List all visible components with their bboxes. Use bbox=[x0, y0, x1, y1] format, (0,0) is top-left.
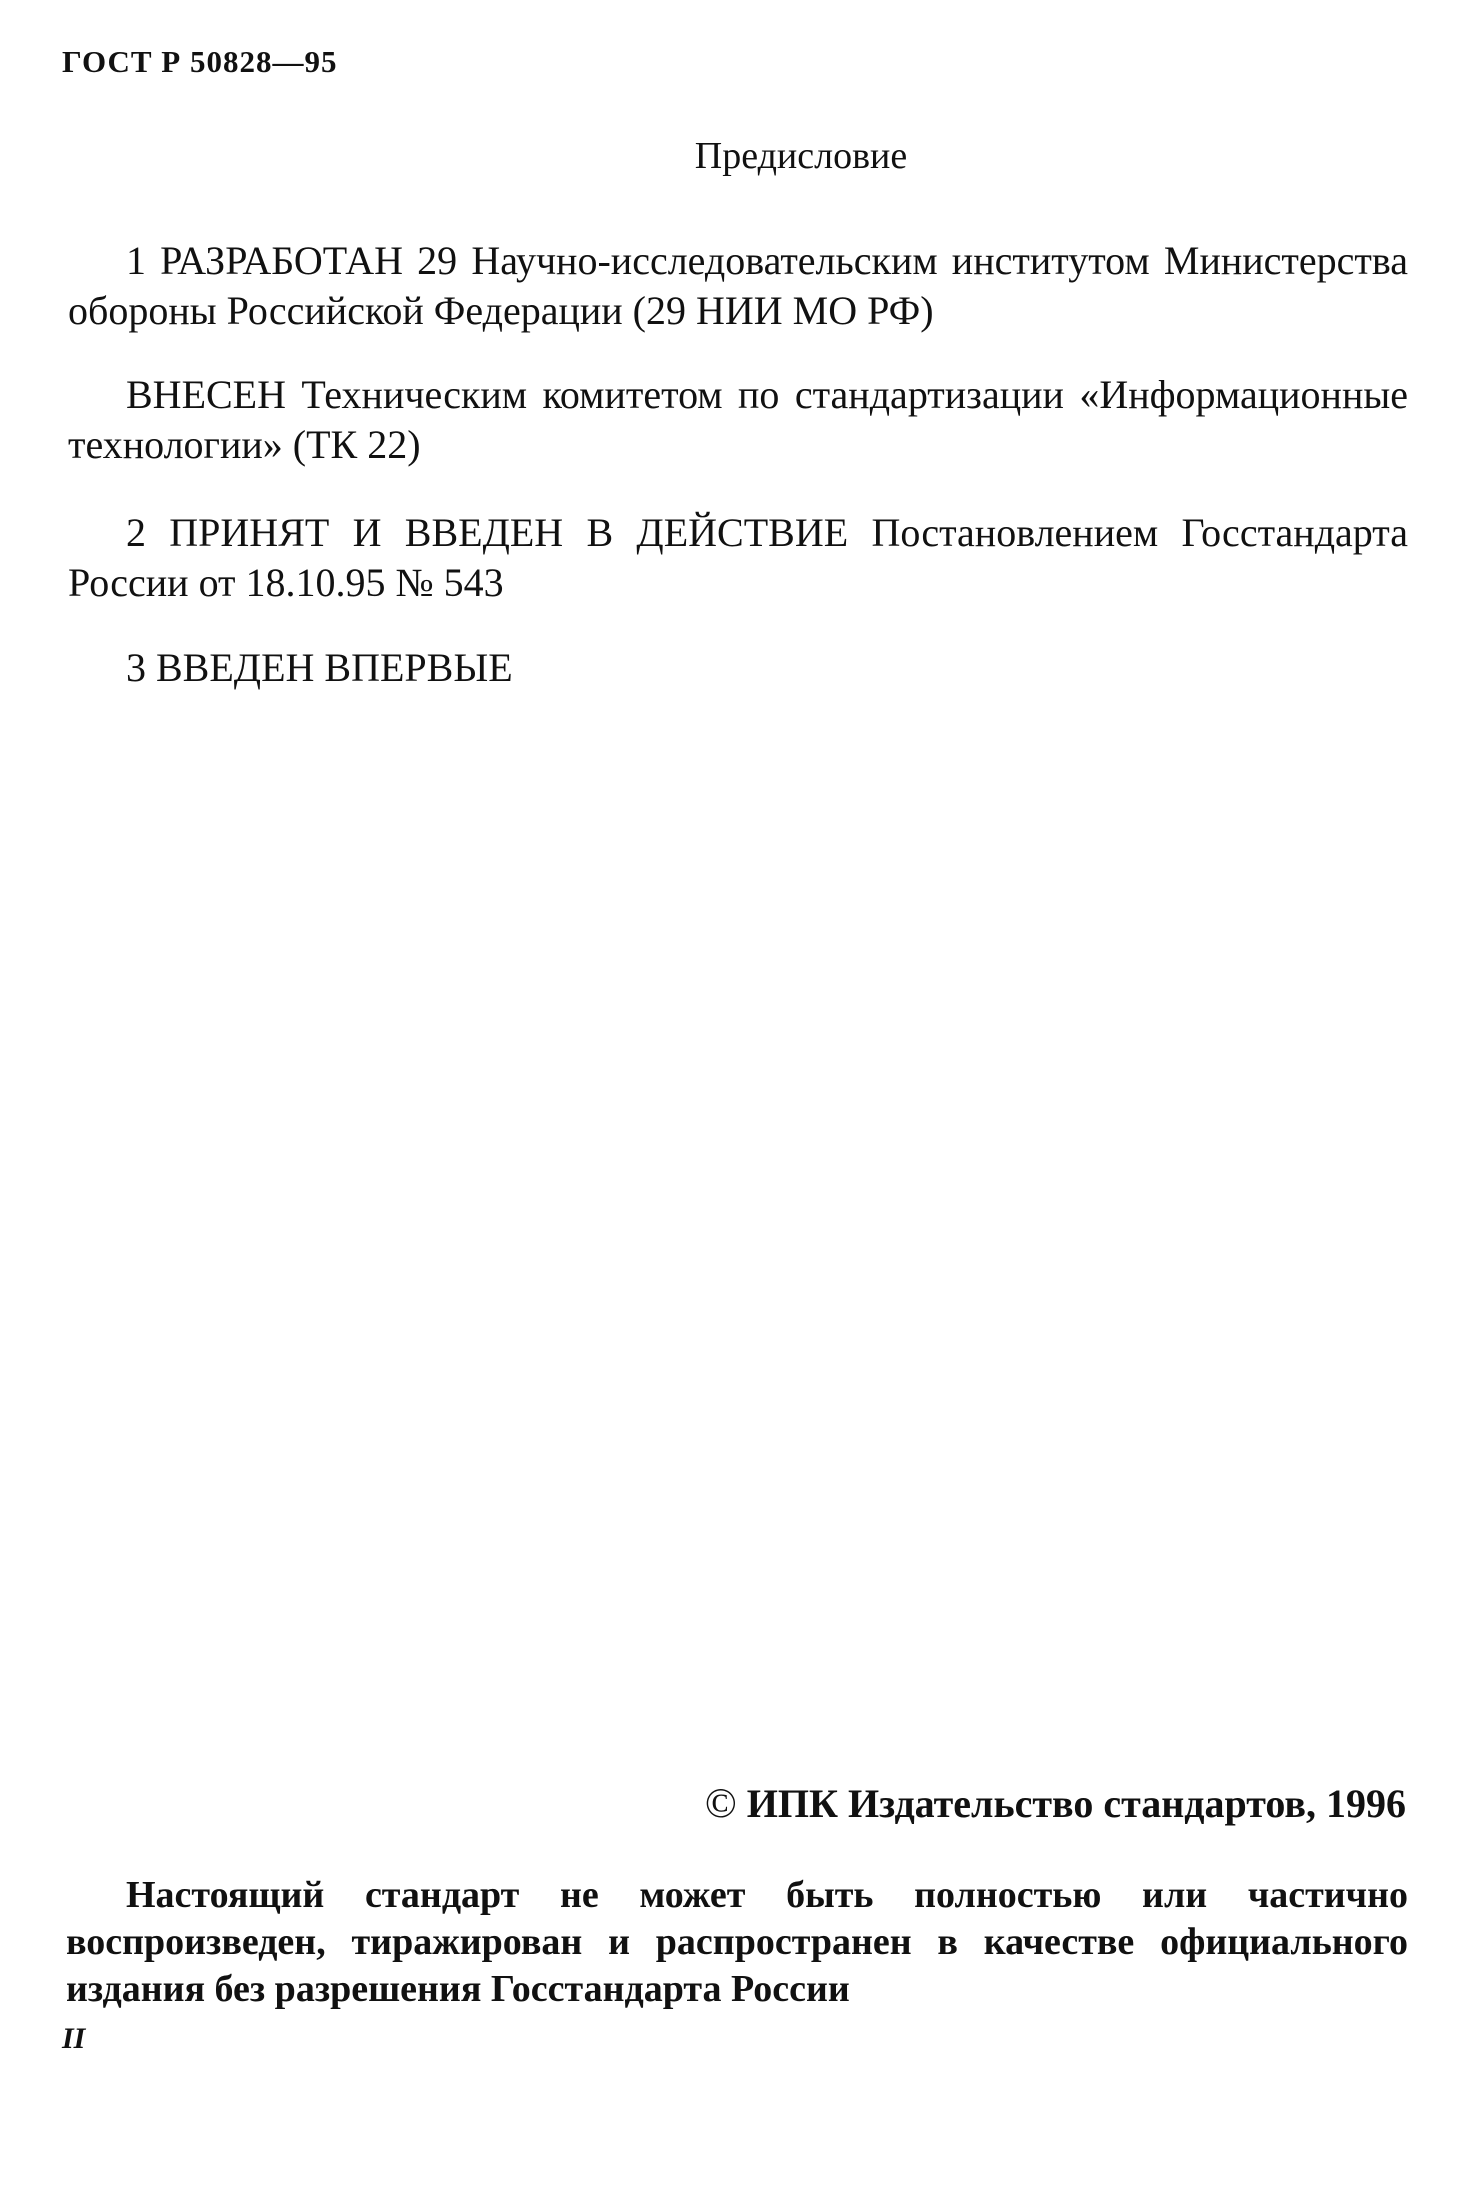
copyright-text: ИПК Издательство стандартов, 1996 bbox=[746, 1781, 1406, 1826]
paragraph-adopted: 2 ПРИНЯТ И ВВЕДЕН В ДЕЙСТВИЕ Постановлением Госстандарта России от 18.10.95 № 543 bbox=[68, 510, 1408, 605]
reproduction-notice: Настоящий стандарт не может быть полностью или частично воспроизведен, тиражирован и распространен в качестве официального издания без разрешения Госстандарта России bbox=[66, 1874, 1408, 2010]
page-number: II bbox=[62, 2022, 86, 2055]
standard-code: ГОСТ Р 50828—95 bbox=[62, 44, 338, 79]
paragraph-submitted-by: ВНЕСЕН Техническим комитетом по стандартизации «Информационные технологии» (ТК 22) bbox=[68, 372, 1408, 467]
page-title: Предисловие bbox=[694, 135, 908, 177]
paragraph-introduced: 3 ВВЕДЕН ВПЕРВЫЕ bbox=[126, 645, 513, 690]
paragraph-developed-by: 1 РАЗРАБОТАН 29 Научно-исследовательским институтом Министерства обороны Российской Федерации (29 НИИ МО РФ) bbox=[68, 238, 1408, 333]
copyright-line bbox=[705, 1780, 1406, 1828]
copyright-symbol: © bbox=[704, 1781, 737, 1827]
